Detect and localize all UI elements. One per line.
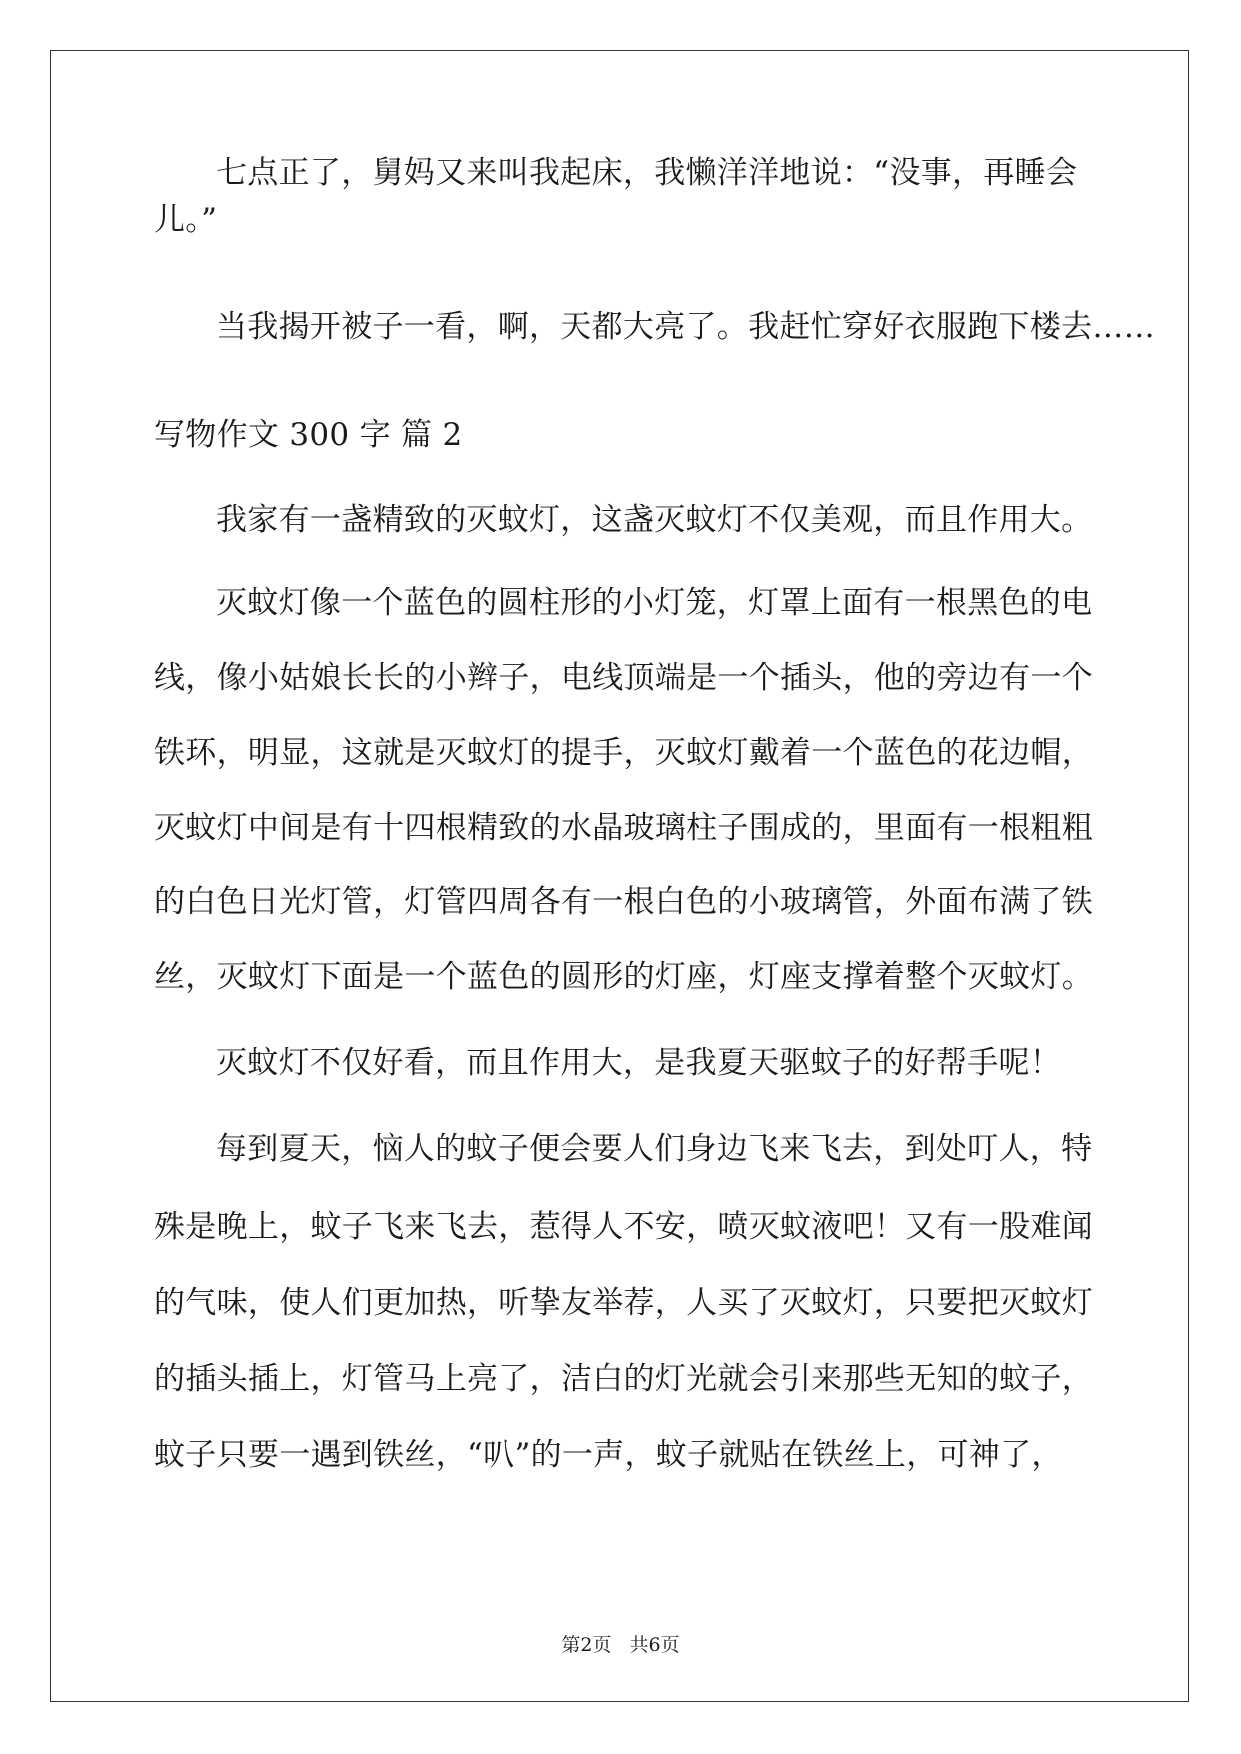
- paragraph-line: 线，像小姑娘长长的小辫子，电线顶端是一个插头，他的旁边有一个: [154, 660, 1093, 696]
- paragraph-line: 七点正了，舅妈又来叫我起床，我懒洋洋地说：“没事，再睡会: [216, 155, 1078, 191]
- paragraph-line: 丝，灭蚊灯下面是一个蓝色的圆形的灯座，灯座支撑着整个灭蚊灯。: [154, 959, 1093, 995]
- paragraph-line: 灭蚊灯像一个蓝色的圆柱形的小灯笼，灯罩上面有一根黑色的电: [216, 585, 1093, 621]
- paragraph-line: 我家有一盏精致的灭蚊灯，这盏灭蚊灯不仅美观，而且作用大。: [216, 502, 1093, 538]
- paragraph-line: 灭蚊灯不仅好看，而且作用大，是我夏天驱蚊子的好帮手呢！: [216, 1045, 1062, 1081]
- page-total: 共6页: [629, 1634, 680, 1656]
- paragraph-line: 每到夏天，恼人的蚊子便会要人们身边飞来飞去，到处叮人，特: [216, 1131, 1093, 1167]
- paragraph-line: 当我揭开被子一看，啊，天都大亮了。我赶忙穿好衣服跑下楼去……: [216, 309, 1155, 345]
- paragraph-line: 的白色日光灯管，灯管四周各有一根白色的小玻璃管，外面布满了铁: [154, 884, 1093, 920]
- paragraph-line: 殊是晚上，蚊子飞来飞去，惹得人不安，喷灭蚊液吧！又有一股难闻: [154, 1209, 1093, 1245]
- paragraph-line: 的气味，使人们更加热，听挚友举荐，人买了灭蚊灯，只要把灭蚊灯: [154, 1285, 1093, 1321]
- page-number: 第2页: [561, 1634, 612, 1656]
- page-footer: [0, 1633, 1241, 1657]
- paragraph-line: 蚊子只要一遇到铁丝，“叭”的一声，蚊子就贴在铁丝上，可神了，: [154, 1437, 1063, 1473]
- paragraph-line: 儿。”: [154, 202, 218, 238]
- paragraph-line: 的插头插上，灯管马上亮了，洁白的灯光就会引来那些无知的蚊子，: [154, 1361, 1093, 1397]
- paragraph-line: 铁环，明显，这就是灭蚊灯的提手，灭蚊灯戴着一个蓝色的花边帽，: [154, 735, 1093, 771]
- section-heading: 写物作文 300 字 篇 2: [154, 417, 463, 453]
- paragraph-line: 灭蚊灯中间是有十四根精致的水晶玻璃柱子围成的，里面有一根粗粗: [154, 810, 1093, 846]
